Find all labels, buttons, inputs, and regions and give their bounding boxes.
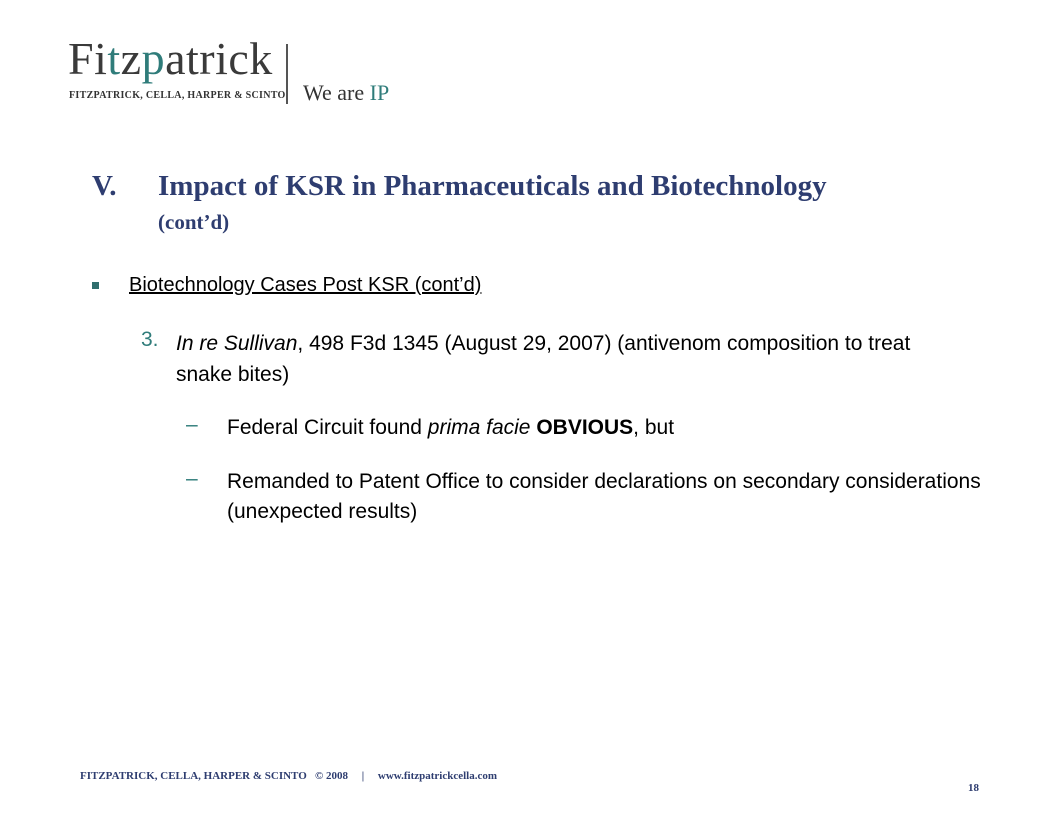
dash-bullet: – — [186, 467, 198, 490]
section-number: V. — [92, 170, 117, 202]
logo-text-part: atrick — [165, 33, 273, 84]
case-details: , 498 F3d 1345 (August 29, 2007) (antivenom composition to treat snake bites) — [176, 332, 911, 386]
logo-text-part: p — [141, 33, 166, 84]
sub-point-text: Federal Circuit found — [227, 416, 428, 439]
bullet-heading: Biotechnology Cases Post KSR (cont’d) — [129, 274, 482, 296]
square-bullet-icon — [92, 282, 99, 289]
logo-subtitle: FITZPATRICK, CELLA, HARPER & SCINTO — [69, 90, 286, 101]
sub-point-italic: prima facie — [427, 416, 531, 439]
sub-point-bold: OBVIOUS — [536, 416, 634, 439]
logo-divider — [286, 44, 288, 104]
logo-text-part: Fi — [68, 33, 108, 84]
footer-text: FITZPATRICK, CELLA, HARPER & SCINTO © 2008 | www.fitzpatrickcella.com — [80, 770, 498, 782]
logo-text-part: t — [107, 33, 121, 84]
tagline — [303, 80, 389, 106]
sub-point-remanded: Remanded to Patent Office to consider declarations on secondary considerations (unexpected results) — [227, 470, 981, 523]
slide-title-continued: (cont’d) — [158, 210, 230, 234]
dash-bullet: – — [186, 413, 198, 436]
tagline-ip: IP — [369, 80, 390, 105]
tagline-text: We are — [303, 80, 370, 105]
slide-title: Impact of KSR in Pharmaceuticals and Biotechnology — [158, 170, 827, 202]
company-logo — [68, 33, 273, 84]
sub-point-text: , but — [633, 416, 675, 439]
item-number: 3. — [141, 328, 159, 351]
sub-point-obvious — [227, 413, 1017, 443]
page-number: 18 — [968, 782, 979, 794]
logo-text-part: z — [120, 33, 142, 84]
case-citation — [176, 328, 916, 390]
case-name: In re Sullivan — [176, 332, 298, 355]
